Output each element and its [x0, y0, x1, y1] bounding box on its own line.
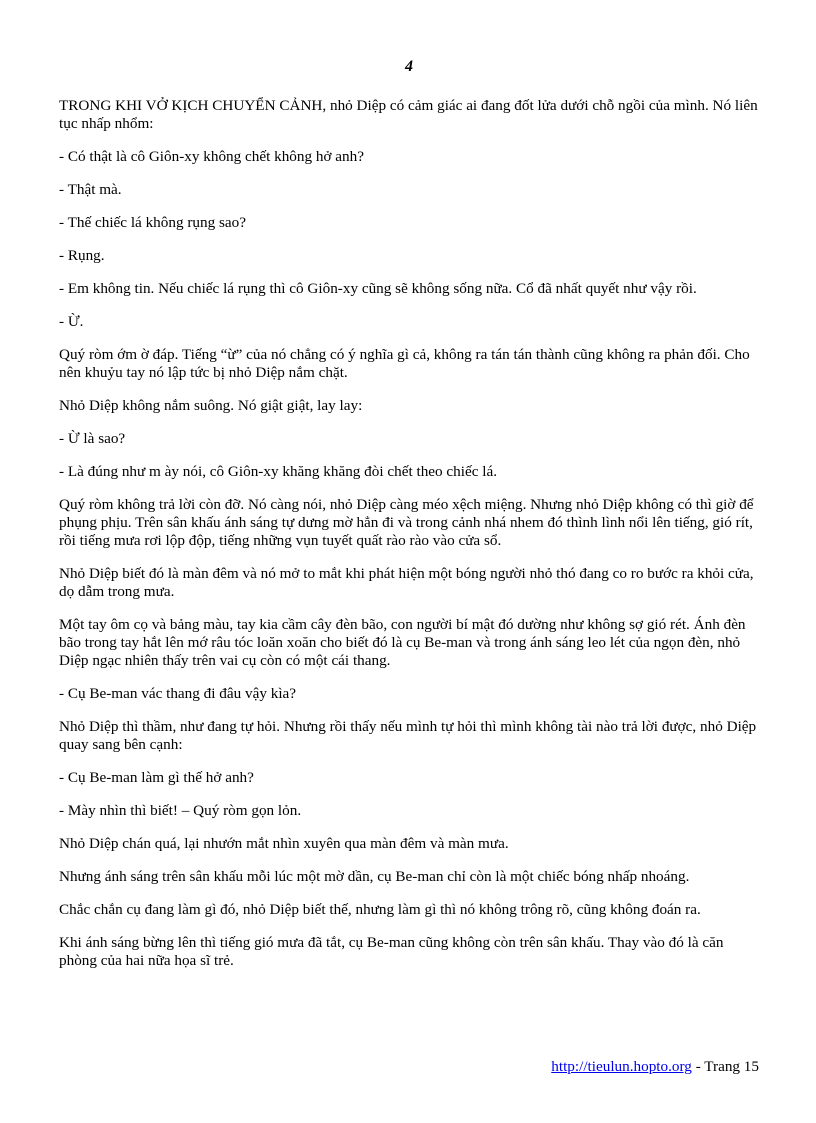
page-footer — [551, 1058, 759, 1076]
paragraph: - Thật mà. — [59, 181, 122, 198]
paragraph: - Là đúng như m ày nói, cô Giôn-xy khăng khăng đòi chết theo chiếc lá. — [59, 463, 498, 480]
paragraph: - Em không tin. Nếu chiếc lá rụng thì cô Giôn-xy cũng sẽ không sống nữa. Cổ đã nhất quyết như vậy rồi. — [59, 280, 697, 297]
paragraph: - Ừ. — [59, 313, 84, 330]
paragraph: - Cụ Be-man làm gì thế hở anh? — [59, 769, 254, 786]
paragraph: Chắc chắn cụ đang làm gì đó, nhỏ Diệp biết thế, nhưng làm gì thì nó không trông rõ, cũng không đoán ra. — [59, 901, 701, 918]
paragraph: Nhỏ Diệp không nắm suông. Nó giật giật, lay lay: — [59, 397, 363, 414]
paragraph: - Có thật là cô Giôn-xy không chết không hở anh? — [59, 148, 364, 165]
paragraph: - Cụ Be-man vác thang đi đâu vậy kìa? — [59, 685, 297, 702]
paragraph: Quý ròm ớm ờ đáp. Tiếng “ừ” của nó chẳng có ý nghĩa gì cả, không ra tán tán thành cũng không ra phản đối. Cho nên khuỷu tay nó lập tức bị nhỏ Diệp nắm chặt. — [59, 346, 750, 381]
paragraph: Một tay ôm cọ và bảng màu, tay kia cầm cây đèn bão, con người bí mật đó dường như không sợ gió rét. Ánh đèn bão trong tay hắt lên mớ râu tóc loăn xoăn cho biết đó là cụ Be-man và trong ánh sáng leo lét của ngọn đèn, nhỏ Diệp ngạc nhiên thấy trên vai cụ còn có một cái thang. — [59, 616, 746, 669]
paragraph: - Mày nhìn thì biết! – Quý ròm gọn lỏn. — [59, 802, 302, 819]
paragraph: Nhỏ Diệp chán quá, lại nhướn mắt nhìn xuyên qua màn đêm và màn mưa. — [59, 835, 509, 852]
paragraph: - Rụng. — [59, 247, 105, 264]
page-number: - Trang 15 — [691, 1058, 759, 1075]
paragraph: Nhỏ Diệp thì thầm, như đang tự hỏi. Nhưng rồi thấy nếu mình tự hỏi thì mình không tài nào trả lời được, nhỏ Diệp quay sang bên cạnh: — [59, 718, 757, 753]
chapter-number: 4 — [405, 58, 413, 75]
paragraph: Nhưng ánh sáng trên sân khấu mỗi lúc một mờ dần, cụ Be-man chỉ còn là một chiếc bóng nhấp nhoáng. — [59, 868, 690, 885]
paragraph: - Ừ là sao? — [59, 430, 126, 447]
story-body — [59, 97, 759, 985]
paragraph: - Thế chiếc lá không rụng sao? — [59, 214, 246, 231]
paragraph: Quý ròm không trả lời còn đỡ. Nó càng nói, nhỏ Diệp càng méo xệch miệng. Nhưng nhỏ Diệp không có thì giờ để phụng phịu. Trên sân khấu ánh sáng tự dưng mờ hẳn đi và trong cảnh nhá nhem đó thình lình nổi lên tiếng, gió rít, rồi tiếng mưa rơi lộp độp, tiếng những vụn tuyết quất rào rào vào cửa sổ. — [59, 496, 754, 549]
source-link[interactable]: http://tieulun.hopto.org — [551, 1058, 692, 1075]
paragraph: Khi ánh sáng bừng lên thì tiếng gió mưa đã tắt, cụ Be-man cũng không còn trên sân khấu. Thay vào đó là căn phòng của hai nữa họa sĩ trẻ. — [59, 934, 724, 969]
paragraph: Nhỏ Diệp biết đó là màn đêm và nó mở to mắt khi phát hiện một bóng người nhỏ thó đang co ro bước ra khỏi cửa, dọ dẫm trong mưa. — [59, 565, 754, 600]
paragraph: TRONG KHI VỞ KỊCH CHUYỂN CẢNH, nhỏ Diệp có cảm giác ai đang đốt lửa dưới chỗ ngồi của mình. Nó liên tục nhấp nhổm: — [59, 97, 758, 132]
